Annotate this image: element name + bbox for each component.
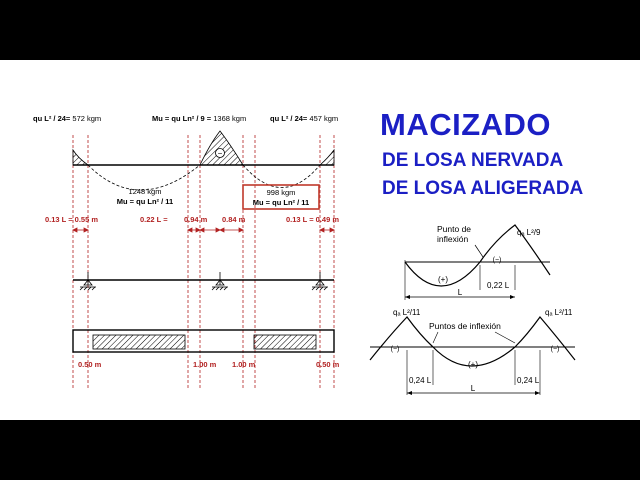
dim-label-4: 0.84 m bbox=[222, 215, 246, 224]
top-load-label: qₐ L²/9 bbox=[517, 228, 541, 237]
bottom-load-left: qₐ L²/11 bbox=[393, 308, 421, 317]
bottom-minus-label: (−) bbox=[390, 346, 400, 353]
dim-label-2: 0.22 L = bbox=[140, 215, 168, 224]
punto-de-label: Punto de bbox=[437, 224, 472, 234]
coefficient-diagram-bottom bbox=[365, 305, 605, 440]
dimension-arrows bbox=[73, 228, 334, 232]
moment-right-label: qu L² / 24= 457 kgm bbox=[270, 114, 339, 123]
dim-label-1: 0.13 L = 0.55 m bbox=[45, 215, 99, 224]
subtitle-aligerada: DE LOSA ALIGERADA bbox=[382, 178, 584, 199]
hatched-block-right bbox=[254, 335, 316, 349]
bottom-minus-right-label: (−) bbox=[550, 346, 560, 353]
bottom-plus-label: (+) bbox=[468, 360, 478, 369]
positive-right-value: 998 kgm bbox=[266, 188, 296, 197]
bottom-span-label: L bbox=[470, 384, 476, 393]
beam-moment-diagram bbox=[0, 100, 360, 420]
moment-left-label: qu L² / 24= 572 kgm bbox=[33, 114, 102, 123]
bottom-dim-1: 0.50 m bbox=[78, 360, 102, 369]
inflexion-label: inflexión bbox=[437, 234, 469, 244]
bottom-dim-3: 1.00 m bbox=[232, 360, 256, 369]
top-span-label: L bbox=[457, 288, 463, 297]
positive-left-formula: Mu = qu Ln² / 11 bbox=[116, 197, 174, 206]
negative-moment-center bbox=[200, 131, 243, 165]
slide-canvas bbox=[0, 60, 640, 420]
bottom-dim-right: 0,24 L bbox=[517, 376, 540, 385]
slide-title: MACIZADO bbox=[380, 107, 552, 142]
dim-label-5: 0.13 L = 0.49 m bbox=[286, 215, 340, 224]
bottom-dim-2: 1.00 m bbox=[193, 360, 217, 369]
top-plus-label: (+) bbox=[438, 275, 448, 284]
negative-moment-left bbox=[73, 150, 88, 165]
positive-right-formula: Mu = qu Ln² / 11 bbox=[252, 198, 310, 207]
hatched-block-left bbox=[93, 335, 185, 349]
moment-center-label: Mu = qu Ln² / 9 = 1368 kgm bbox=[152, 114, 247, 123]
negative-sign: − bbox=[217, 149, 223, 158]
bottom-dim-left: 0,24 L bbox=[409, 376, 432, 385]
top-dim-label: 0,22 L bbox=[487, 281, 510, 290]
positive-moment-right bbox=[243, 165, 320, 188]
dim-label-3: 0.94 m bbox=[184, 215, 208, 224]
bottom-load-right: qₐ L²/11 bbox=[545, 308, 573, 317]
subtitle-nervada: DE LOSA NERVADA bbox=[382, 150, 564, 171]
puntos-inflexion-label: Puntos de inflexión bbox=[429, 321, 501, 331]
top-minus-label: (−) bbox=[492, 257, 502, 264]
negative-moment-right bbox=[320, 150, 334, 165]
positive-left-value: 1248 kgm bbox=[128, 187, 162, 196]
bottom-dim-4: 0.50 m bbox=[316, 360, 340, 369]
supports bbox=[80, 272, 328, 290]
